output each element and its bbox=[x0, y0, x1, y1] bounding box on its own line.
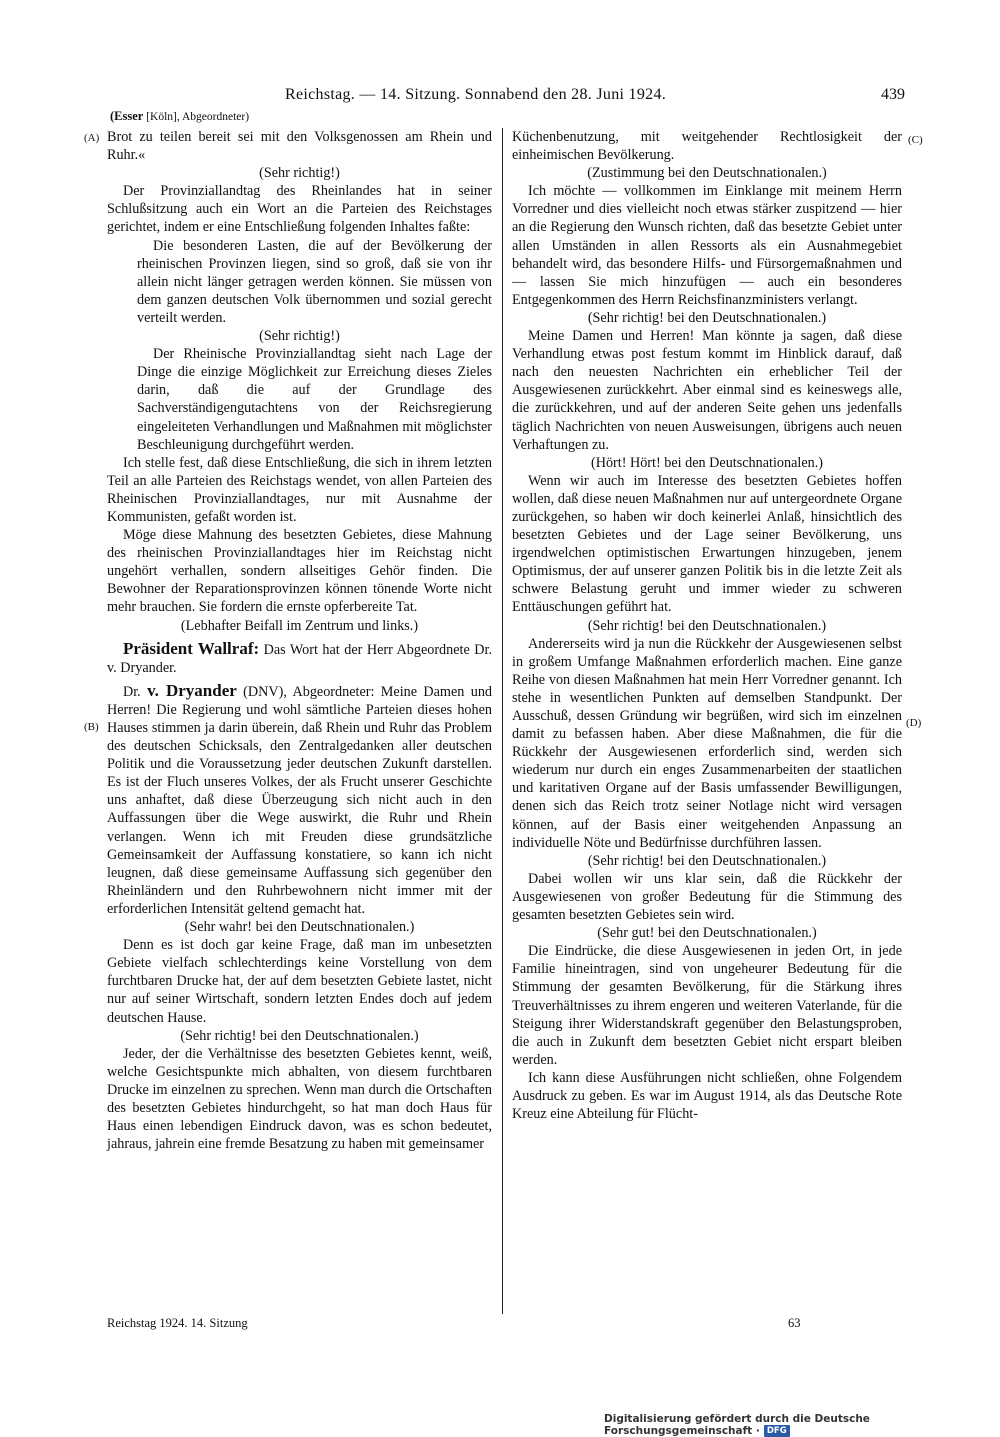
footer-signature: Reichstag 1924. 14. Sitzung bbox=[107, 1316, 248, 1330]
speaker-tag bbox=[110, 109, 249, 124]
president-text: Das Wort hat der Herr Abgeordnete Dr. v. Dryander. bbox=[107, 641, 493, 676]
paragraph: Denn es ist doch gar keine Frage, daß man im unbesetzten Gebiete vielfach schlechterdings keine Vorstellung von dem furchtbaren Drucke hat, der auf dem besetzten Gebiete lastet, nicht nur auf seiner Wirtschaft, sondern letzten Endes doch auf jedem deutschen Hause. bbox=[107, 937, 492, 1026]
interjection: (Hört! Hört! bei den Deutschnationalen.) bbox=[590, 454, 824, 471]
credit-text: Digitalisierung gefördert durch die Deutsche Forschungsgemeinschaft · bbox=[604, 1413, 870, 1437]
paragraph: Küchenbenutzung, mit weitgehender Rechtlosigkeit der einheimischen Bevölkerung. bbox=[512, 129, 902, 164]
paragraph: Der Provinziallandtag des Rheinlandes hat in seiner Schlußsitzung auch ein Wort an die Parteien des Reichstages gerichtet, indem er eine Entschließung folgenden Inhaltes faßte: bbox=[107, 183, 492, 236]
interjection: (Sehr richtig! bei den Deutschnationalen.) bbox=[180, 1027, 419, 1044]
interjection: (Sehr richtig!) bbox=[259, 165, 340, 182]
left-column bbox=[107, 128, 492, 1153]
speaker-tag-detail: [Köln], Abgeordneter) bbox=[143, 111, 250, 123]
paragraph: Andererseits wird ja nun die Rückkehr der Ausgewiesenen selbst in großem Umfange Maßnahmen erforderlich machen. Eine ganze Reihe von diesen Maßnahmen hat mein Herr Vorredner genannt. Ich stehe in wesentlichen Punkten auf demselben Standpunkt. Der Ausschuß, dessen Gründung wir begrüßen, wird sich im einzelnen damit zu befassen haben. Aber diese Maßnahmen, die für die Rückkehr der Ausgewiesenen erforderlich sind, werden sich wiederum nur durch ein enges Zusammenarbeiten der staatlichen und karitativen Organe auf der Basis umfassender Bewilligungen, denen sich das Reich trotz seiner Notlage nicht wird versagen können, auf der Basis einer weitgehenden Anpassung an individuelle Nöte und Bedürfnisse durchführen lassen. bbox=[512, 635, 902, 851]
interjection: (Sehr richtig! bei den Deutschnationalen.) bbox=[587, 309, 827, 326]
interjection: (Sehr richtig!) bbox=[259, 328, 340, 345]
quoted-resolution: Die besonderen Lasten, die auf der Bevölkerung der rheinischen Provinzen liegen, sind so groß, daß sie von ihr allein nicht länger getragen werden können. Sie müssen von dem ganzen deutschen Volk übernommen und sozial gerecht verteilt werden. bbox=[137, 237, 492, 326]
paragraph: Brot zu teilen bereit sei mit den Volksgenossen am Rhein und Ruhr.« bbox=[107, 129, 492, 164]
speaker-title: Dr. bbox=[123, 683, 148, 700]
digitization-credit bbox=[604, 1413, 994, 1437]
page-number: 439 bbox=[881, 86, 905, 103]
paragraph: Möge diese Mahnung des besetzten Gebietes, diese Mahnung des rheinischen Provinziallandtages hier im Reichstag nicht ungehört verhallen, sondern allseitiges Gehör finden. Die Bewohner der Reparationsprovinzen können tönende Worte nicht mehr brauchen. Sie fordern die ernste opferbereite Tat. bbox=[107, 527, 492, 616]
running-header bbox=[105, 86, 905, 108]
paragraph: Ich stelle fest, daß diese Entschließung, die sich in ihrem letzten Teil an alle Parteien des Reichstags wendet, von allen Parteien des Rheinischen Provinziallandtages, nur mit Ausnahme der Kommunisten, gefaßt worden ist. bbox=[107, 454, 492, 525]
speech-text: (DNV), Abgeordneter: Meine Damen und Herren! Die Regierung und wohl sämtliche Parteien dieses hohen Hauses stimmen ja darin überein, daß Rhein und Ruhr das Problem des deutschen Schicksals, den Zentralgedanken aller deutschen Politik und die Voraussetzung jeder deutschen Zukunft darstellen. Es ist der Fluch unseres Volkes, der als Frucht unserer Geschichte uns anhaftet, daß diese Überzeugung sich nicht auch in den Auffassungen über die Wege auswirkt, die Ruhr und Rhein verlangen. Wenn ich mit Freuden diese grundsätzliche Gemeinsamkeit der Auffassung konstatiere, so kann ich nicht leugnen, daß diese gemeinsame Auffassung sich gegenüber den Rheinländern und den Ruhrbewohnern nicht immer mit der erforderlichen Intensität geltend gemacht hat. bbox=[107, 683, 493, 917]
column-divider bbox=[502, 128, 503, 1314]
paragraph: Wenn wir auch im Interesse des besetzten Gebietes hoffen wollen, daß diese neuen Maßnahmen nur auf untergeordnete Organe zurückgehen, so haben wir doch keinerlei Anlaß, hinsichtlich des besetzten Gebietes und der Lage seiner Bevölkerung, uns irgendwelchen optimistischen Erwartungen hinzugeben, jenem Optimismus, der auf unserer ganzen Politik bis in die letzte Zeit als schwere Belastung geruht und immer wieder zu schweren Enttäuschungen geführt hat. bbox=[512, 472, 902, 616]
paragraph: Meine Damen und Herren! Man könnte ja sagen, daß diese Verhandlung etwas post festum kommt im Hinblick darauf, daß nach den neuesten Nachrichten ein erheblicher Teil der Ausgewiesenen zurückkehrt. Aber einmal sind es keineswegs alle, die zurückkehren, und auf der anderen Seite gehen uns jedenfalls täglich Nachrichten von neuen Ausweisungen, übrigens auch neuen Verhaftungen zu. bbox=[512, 328, 902, 453]
dfg-logo-icon: DFG bbox=[764, 1425, 790, 1437]
margin-marker-a: (A) bbox=[84, 132, 100, 144]
interjection: (Sehr gut! bei den Deutschnationalen.) bbox=[597, 925, 817, 942]
paragraph: Ich kann diese Ausführungen nicht schließen, ohne Folgendem Ausdruck zu geben. Es war im August 1914, als das Deutsche Rote Kreuz eine Abteilung für Flücht- bbox=[512, 1069, 902, 1123]
interjection: (Sehr wahr! bei den Deutschnationalen.) bbox=[184, 919, 415, 936]
right-column bbox=[512, 128, 902, 1123]
margin-marker-b: (B) bbox=[84, 721, 99, 733]
margin-marker-d: (D) bbox=[906, 717, 922, 729]
quoted-resolution: Der Rheinische Provinziallandtag sieht nach Lage der Dinge die einzige Möglichkeit zur Erreichung dieses Zieles darin, daß die auf der Grundlage des Sachverständigengutachtens von der Reichsregierung eingeleiteten Verhandlungen und Maßnahmen mit möglichster Beschleunigung durchgeführt werden. bbox=[137, 346, 492, 453]
paragraph: Dabei wollen wir uns klar sein, daß die Rückkehr der Ausgewiesenen von großer Bedeutung für die Stimmung des gesamten besetzten Gebietes sein wird. bbox=[512, 870, 902, 924]
paragraph: Ich möchte — vollkommen im Einklange mit meinem Herrn Vorredner und dies vielleicht noch etwas stärker zuspitzend — hier an die Regierung den Wunsch richten, daß das besetzte Gebiet unter allen Umständen in allen Ressorts als ein Ausnahmegebiet behandelt wird, das besondere Hilfs- und Fürsorgemaßnahmen und — lassen Sie mich hinzufügen — auch ein besonderes Entgegenkommen des Herrn Reichsfinanzministers verlangt. bbox=[512, 183, 902, 308]
paragraph: Die Eindrücke, die diese Ausgewiesenen in jeden Ort, in jede Familie hineintragen, sind von ungeheurer Bedeutung für die Stimmung der gesamten Bevölkerung, für die Stärkung ihres Treuverhältnisses zu ihrem engeren und weiteren Vaterlande, für die Steigung ihrer Widerstandskraft gegenüber den Belastungsproben, die auch in Zukunft dem besetzten Gebiet nicht erspart bleiben werden. bbox=[512, 943, 902, 1068]
interjection: (Sehr richtig! bei den Deutschnationalen.) bbox=[587, 852, 827, 869]
interjection: (Zustimmung bei den Deutschnationalen.) bbox=[587, 165, 827, 182]
speech-opening bbox=[107, 682, 492, 918]
footer-sheet-number: 63 bbox=[788, 1316, 801, 1330]
interjection: (Lebhafter Beifall im Zentrum und links.) bbox=[180, 617, 419, 634]
margin-marker-c: (C) bbox=[908, 134, 923, 146]
paragraph: Jeder, der die Verhältnisse des besetzten Gebietes kennt, weiß, welche Gesichtspunkte mich abhalten, von diesem furchtbaren Drucke im einzelnen zu sprechen. Wenn man durch die Ortschaften des besetzten Gebietes hindurchgeht, so hat man doch Haus für Haus einen lebendigen Eindruck davon, was es schon bedeutet, jahraus, jahrein eine fremde Besatzung zu haben mit gemeinsamer bbox=[107, 1045, 492, 1153]
header-title: Reichstag. — 14. Sitzung. Sonnabend den 28. Juni 1924. bbox=[285, 86, 667, 103]
speaker-tag-name: (Esser bbox=[110, 109, 144, 123]
speaker-name: v. Dryander bbox=[147, 680, 237, 700]
president-statement bbox=[107, 640, 492, 677]
interjection: (Sehr richtig! bei den Deutschnationalen.) bbox=[587, 617, 827, 634]
president-name: Präsident Wallraf: bbox=[123, 638, 260, 658]
